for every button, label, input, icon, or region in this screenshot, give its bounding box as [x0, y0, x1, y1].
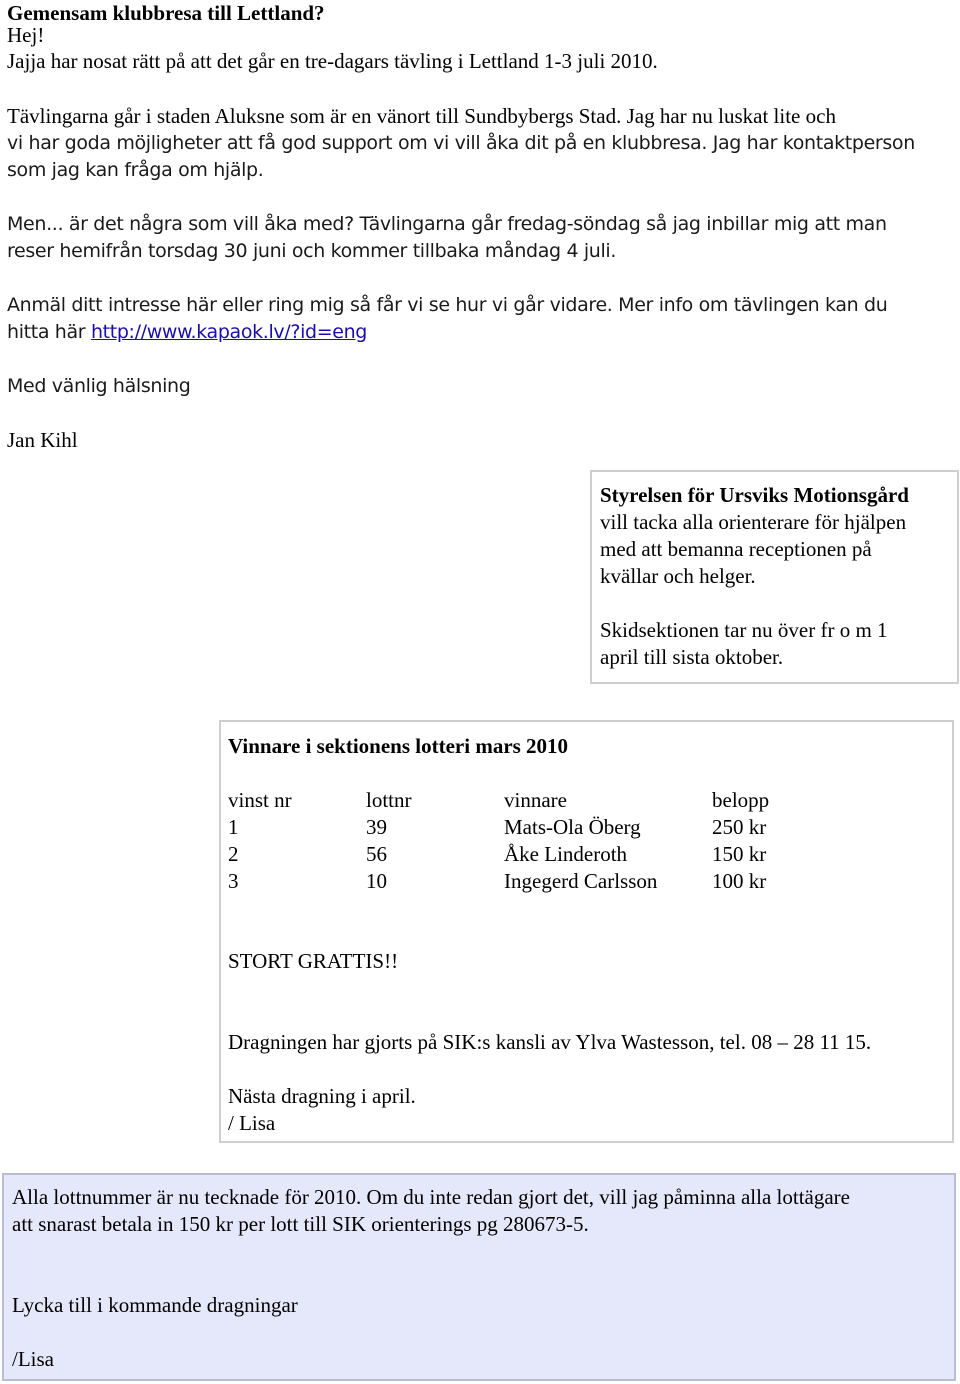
styrelsen-line-4: Skidsektionen tar nu över fr o m 1 — [600, 618, 888, 642]
paragraph-4-line-1: Anmäl ditt intresse här eller ring mig så får vi se hur vi går vidare. Mer info om tävlingen kan du — [7, 294, 888, 316]
column-header: vinnare — [504, 788, 567, 812]
table-cell: 1 — [228, 815, 239, 839]
lottnummer-line-1: Alla lottnummer är nu tecknade för 2010. Om du inte redan gjort det, vill jag påminna alla lottägare — [12, 1185, 850, 1209]
table-cell: 250 kr — [712, 815, 767, 839]
styrelsen-line-3: kvällar och helger. — [600, 564, 756, 588]
lotteri-box — [219, 720, 954, 1143]
paragraph-2-line-1: Tävlingarna går i staden Aluksne som är en vänort till Sundbybergs Stad. Jag har nu luskat lite och — [7, 104, 836, 128]
table-cell: Åke Linderoth — [504, 842, 628, 866]
paragraph-1: Jajja har nosat rätt på att det går en tre-dagars tävling i Lettland 1-3 juli 2010. — [7, 49, 658, 73]
column-header: vinst nr — [228, 788, 292, 812]
column-header: belopp — [712, 788, 770, 812]
closing: Med vänlig hälsning — [7, 375, 191, 397]
kapaok-link[interactable]: http://www.kapaok.lv/?id=eng — [90, 321, 368, 343]
table-cell: 2 — [228, 842, 239, 866]
paragraph-4-prefix: hitta här — [7, 321, 91, 343]
table-cell: 56 — [366, 842, 387, 866]
table-cell: 3 — [228, 869, 239, 893]
next-drawing: Nästa dragning i april. — [228, 1084, 416, 1108]
lotteri-heading: Vinnare i sektionens lotteri mars 2010 — [228, 734, 569, 758]
paragraph-4-line-2 — [7, 319, 367, 346]
paragraph-2-line-3: som jag kan fråga om hjälp. — [7, 159, 264, 181]
table-cell: 10 — [366, 869, 387, 893]
signature: Jan Kihl — [7, 428, 78, 452]
table-cell: Ingegerd Carlsson — [504, 869, 658, 893]
styrelsen-line-2: med att bemanna receptionen på — [600, 537, 872, 561]
styrelsen-line-1: vill tacka alla orienterare för hjälpen — [600, 510, 907, 534]
lotteri-signoff: / Lisa — [228, 1111, 276, 1135]
styrelsen-heading: Styrelsen för Ursviks Motionsgård — [600, 483, 909, 507]
paragraph-2-line-2: vi har goda möjligheter att få god support om vi vill åka dit på en klubbresa. Jag har kontaktperson — [7, 132, 915, 154]
styrelsen-line-5: april till sista oktober. — [600, 645, 784, 669]
paragraph-3-line-1: Men... är det några som vill åka med? Tävlingarna går fredag-söndag så jag inbillar mig att man — [7, 213, 887, 235]
styrelsen-box — [590, 470, 959, 684]
table-cell: Mats-Ola Öberg — [504, 815, 641, 839]
lottnummer-box — [2, 1173, 956, 1381]
table-cell: 100 kr — [712, 869, 767, 893]
table-cell: 39 — [366, 815, 387, 839]
drawing-info: Dragningen har gjorts på SIK:s kansli av Ylva Wastesson, tel. 08 – 28 11 15. — [228, 1030, 872, 1054]
table-cell: 150 kr — [712, 842, 767, 866]
lottnummer-line-2: att snarast betala in 150 kr per lott till SIK orienterings pg 280673-5. — [12, 1212, 589, 1236]
article-title: Gemensam klubbresa till Lettland? — [7, 1, 325, 25]
lottnummer-wish: Lycka till i kommande dragningar — [12, 1293, 298, 1317]
lottnummer-signoff: /Lisa — [12, 1347, 54, 1371]
greeting: Hej! — [7, 23, 45, 47]
congrats-text: STORT GRATTIS!! — [228, 949, 399, 973]
column-header: lottnr — [366, 788, 412, 812]
paragraph-3-line-2: reser hemifrån torsdag 30 juni och kommer tillbaka måndag 4 juli. — [7, 240, 617, 262]
